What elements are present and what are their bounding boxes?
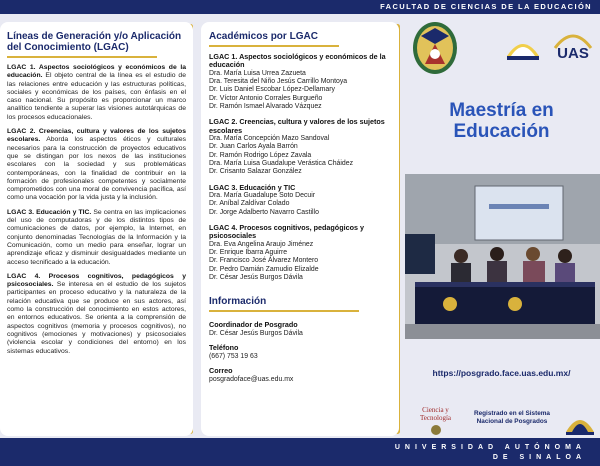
academic-name: Dra. María Concepción Mazo Sandoval [209, 135, 330, 143]
phone-number[interactable]: (667) 753 19 63 [209, 353, 258, 361]
coordinator-label: Coordinador de Posgrado [209, 320, 298, 330]
academics-panel [201, 22, 399, 436]
email-label: Correo [209, 366, 233, 376]
academic-name: Dr. Pedro Damián Zamudio Elizalde [209, 265, 319, 273]
posgrados-registry-text: Registrado en el Sistema Nacional de Posgrados [473, 410, 550, 425]
info-title: Información [209, 296, 267, 308]
academic-name: Dr. Aníbal Zaldívar Colado [209, 200, 290, 208]
academic-name: Dra. Eva Angelina Araujo Jiménez [209, 240, 314, 248]
academic-name: Dr. César Jesús Burgos Dávila [209, 273, 303, 281]
academic-name: Dr. Juan Carlos Ayala Barrón [209, 143, 298, 151]
info-title-rule [209, 310, 359, 312]
academic-name: Dra. Teresita del Niño Jesús Carrillo Montoya [209, 78, 348, 86]
lgac-title-rule [7, 56, 157, 58]
svg-text:UAS: UAS [557, 45, 589, 62]
lgac-panel [0, 22, 193, 436]
academic-name: Dr. Francisco José Álvarez Montero [209, 257, 319, 265]
faculty-shield-logo [411, 20, 459, 76]
lgac-title: Líneas de Generación y/o Aplicación del Conocimiento (LGAC) [7, 31, 182, 53]
academic-name: Dr. Enrique Ibarra Aguirre [209, 249, 288, 256]
group-title: LGAC 1. Aspectos sociológicos y económicos de la educación [209, 52, 386, 70]
university-footer-bar [0, 438, 600, 466]
program-title-line2: Educación [453, 121, 550, 142]
academic-name: Dr. Jorge Adalberto Navarro Castillo [209, 208, 319, 216]
event-photo [405, 174, 600, 339]
academic-name: Dra. María Luisa Urrea Zazueta [209, 69, 306, 77]
academics-group-lgac4 [209, 224, 391, 282]
program-title [403, 100, 600, 142]
group-title: LGAC 4. Procesos cognitivos, pedagógicos y psicosociales [209, 222, 364, 241]
academic-name: Dra. María Luisa Guadalupe Verástica Cháidez [209, 160, 354, 167]
university-name-line1: UNIVERSIDAD AUTÓNOMA [394, 444, 586, 451]
lgac3-paragraph: LGAC 3. Educación y TIC. Se centra en las implicaciones del uso de computadoras y de los distintos tipos de comunicaciones de datos, por ejemplo, la Internet, en conjunto denominadas Tecnologías de la Información y la Comunicación, como un medio para enseñar, lograr un aprendizaje eficaz y disminuir desigualdades mediante un acceso tecnificado a la educación. [7, 208, 186, 266]
conacyt-logo: Ciencia y Tecnología [413, 406, 458, 435]
institution-emblem-logo [503, 30, 543, 66]
academic-name: Dra. María Guadalupe Soto Decuir [209, 192, 316, 199]
group-title: LGAC 2. Creencias, cultura y valores de los sujetos escolares [209, 117, 385, 135]
group-title: LGAC 3. Educación y TIC [209, 182, 296, 192]
academics-group-lgac2 [209, 118, 391, 176]
uas-logo [551, 28, 595, 64]
academic-name: Dr. Ramón Rodrigo López Zavala [209, 151, 312, 159]
academics-title-rule [209, 45, 339, 47]
academic-name: Dr. Luis Daniel Escobar López-Dellamary [209, 86, 335, 94]
faculty-name: FACULTAD DE CIENCIAS DE LA EDUCACIÓN [380, 2, 592, 11]
academic-name: Dr. Crisanto Salazar González [209, 168, 302, 176]
program-title-line1: Maestría en [449, 100, 554, 121]
university-name-line2: DE SINALOA [492, 454, 586, 461]
lgac4-paragraph: LGAC 4. Procesos cognitivos, pedagógicos y psicosociales. Se interesa en el estudio de los sujetos participantes en proceso educativo y la naturaleza de la relación educativa que se produce en sus actores, así como la construcción del conocimiento en estos actores, en entornos educativos. Se orienta a la comprensión de aspectos cognitivos (memoria y procesos cognitivos), no cognitivos (emociones y motivaciones) y psicosociales (violencia escolar y condiciones del entorno) en los sistemas educativos. [7, 272, 186, 355]
academic-name: Dr. Ramón Ismael Alvarado Vázquez [209, 103, 322, 110]
website-url[interactable]: https://posgrado.face.uas.edu.mx/ [432, 368, 571, 378]
lgac2-paragraph: LGAC 2. Creencias, cultura y valores de los sujetos escolares. Aborda los aspectos éticos y culturales necesarios para la construcción de proyectos educativos que se distingan por los nexos de las instituciones escolares con la sociedad y sus problemáticas contemporáneas, con la finalidad de contribuir en la formación de profesionales competentes y socialmente comprometidos con una moral de convivencia pacífica, así como una vocación por la vida justa y la inclusión. [7, 128, 186, 202]
faculty-header-bar [0, 0, 600, 14]
email-address[interactable]: posgradoface@uas.edu.mx [209, 376, 294, 384]
academic-name: Dr. Víctor Antonio Corrales Burgueño [209, 94, 323, 102]
lgac1-paragraph: LGAC 1. Aspectos sociológicos y económicos de la educación. El objeto central de la línea es el estudio de las relaciones entre educación y las estructuras políticas, sociales y económicas de los países, con énfasis en el caso nacional. Su propósito es proporcionar un marco analítico tendiente a superar las visiones autotárquicas de los procesos educacionales. [7, 64, 186, 121]
cover-column [403, 14, 600, 438]
phone-label: Teléfono [209, 343, 239, 353]
academics-group-lgac1 [209, 53, 391, 111]
academics-group-lgac3 [209, 184, 391, 217]
academics-title: Académicos por LGAC [209, 31, 318, 42]
snp-logo [563, 406, 597, 436]
coordinator-name: Dr. César Jesús Burgos Dávila [209, 330, 303, 338]
